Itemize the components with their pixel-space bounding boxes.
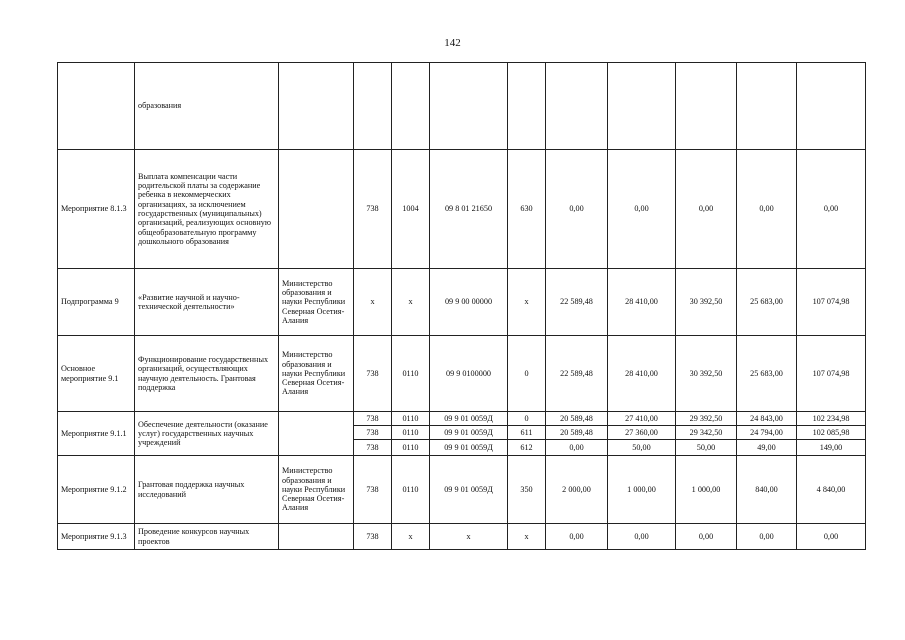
executor-cell <box>279 524 354 550</box>
year1-cell: 2 000,00 <box>546 456 608 524</box>
executor-cell <box>279 412 354 456</box>
csr-cell: х <box>430 524 508 550</box>
vr-cell <box>508 63 546 150</box>
executor-cell: Министерство образования и науки Республики Северная Осетия-Алания <box>279 336 354 412</box>
vr-cell: 350 <box>508 456 546 524</box>
year2-cell: 28 410,00 <box>608 336 676 412</box>
table-row <box>58 269 866 336</box>
year3-cell: 0,00 <box>676 524 737 550</box>
year2-cell: 50,00 <box>608 440 676 456</box>
csr-cell <box>430 63 508 150</box>
rzpr-cell: 1004 <box>392 150 430 269</box>
year4-cell: 840,00 <box>737 456 797 524</box>
status-cell: Основное мероприятие 9.1 <box>58 336 135 412</box>
grbs-cell: 738 <box>354 150 392 269</box>
name-cell: «Развитие научной и научно-технической деятельности» <box>135 269 279 336</box>
year3-cell <box>676 63 737 150</box>
year1-cell: 20 589,48 <box>546 426 608 440</box>
grbs-cell: 738 <box>354 524 392 550</box>
status-cell <box>58 63 135 150</box>
csr-cell: 09 9 01 0059Д <box>430 440 508 456</box>
executor-cell <box>279 63 354 150</box>
total-cell: 102 234,98 <box>797 412 866 426</box>
year1-cell: 0,00 <box>546 440 608 456</box>
rzpr-cell: х <box>392 524 430 550</box>
year3-cell: 30 392,50 <box>676 269 737 336</box>
grbs-cell: 738 <box>354 426 392 440</box>
year2-cell: 27 410,00 <box>608 412 676 426</box>
table-row <box>58 524 866 550</box>
vr-cell: х <box>508 524 546 550</box>
year1-cell: 22 589,48 <box>546 269 608 336</box>
table-row <box>58 150 866 269</box>
year3-cell: 50,00 <box>676 440 737 456</box>
csr-cell: 09 9 01 0059Д <box>430 426 508 440</box>
rzpr-cell: х <box>392 269 430 336</box>
total-cell: 0,00 <box>797 524 866 550</box>
year2-cell: 27 360,00 <box>608 426 676 440</box>
name-cell: Обеспечение деятельности (оказание услуг) государственных научных учреждений <box>135 412 279 456</box>
vr-cell: х <box>508 269 546 336</box>
year4-cell: 24 794,00 <box>737 426 797 440</box>
rzpr-cell: 0110 <box>392 440 430 456</box>
grbs-cell: 738 <box>354 412 392 426</box>
vr-cell: 0 <box>508 412 546 426</box>
csr-cell: 09 9 0100000 <box>430 336 508 412</box>
year4-cell: 49,00 <box>737 440 797 456</box>
executor-cell: Министерство образования и науки Республики Северная Осетия-Алания <box>279 269 354 336</box>
total-cell: 0,00 <box>797 150 866 269</box>
rzpr-cell: 0110 <box>392 426 430 440</box>
year1-cell: 22 589,48 <box>546 336 608 412</box>
total-cell: 4 840,00 <box>797 456 866 524</box>
grbs-cell: 738 <box>354 440 392 456</box>
csr-cell: 09 9 00 00000 <box>430 269 508 336</box>
page-number: 142 <box>444 37 461 49</box>
total-cell: 107 074,98 <box>797 336 866 412</box>
grbs-cell <box>354 63 392 150</box>
year1-cell: 0,00 <box>546 524 608 550</box>
grbs-cell: 738 <box>354 336 392 412</box>
year4-cell: 0,00 <box>737 524 797 550</box>
status-cell: Подпрограмма 9 <box>58 269 135 336</box>
name-cell: Выплата компенсации части родительской платы за содержание ребенка в некоммерческих организациях, за исключением государственных (муниципальных) организаций, реализующих основную общеобразовательную программу дошкольного образования <box>135 150 279 269</box>
vr-cell: 612 <box>508 440 546 456</box>
table-row <box>58 456 866 524</box>
year4-cell: 24 843,00 <box>737 412 797 426</box>
budget-table <box>57 62 866 550</box>
year3-cell: 0,00 <box>676 150 737 269</box>
vr-cell: 630 <box>508 150 546 269</box>
name-cell: Функционирование государственных организаций, осуществляющих научную деятельность. Грантовая поддержка <box>135 336 279 412</box>
vr-cell: 611 <box>508 426 546 440</box>
year4-cell: 25 683,00 <box>737 269 797 336</box>
rzpr-cell <box>392 63 430 150</box>
year4-cell: 25 683,00 <box>737 336 797 412</box>
year4-cell: 0,00 <box>737 150 797 269</box>
year4-cell <box>737 63 797 150</box>
table-row <box>58 412 866 426</box>
status-cell: Мероприятие 9.1.3 <box>58 524 135 550</box>
rzpr-cell: 0110 <box>392 456 430 524</box>
year1-cell: 0,00 <box>546 150 608 269</box>
year1-cell: 20 589,48 <box>546 412 608 426</box>
year2-cell: 0,00 <box>608 524 676 550</box>
year3-cell: 30 392,50 <box>676 336 737 412</box>
total-cell: 107 074,98 <box>797 269 866 336</box>
rzpr-cell: 0110 <box>392 336 430 412</box>
table-row <box>58 336 866 412</box>
grbs-cell: х <box>354 269 392 336</box>
vr-cell: 0 <box>508 336 546 412</box>
total-cell: 149,00 <box>797 440 866 456</box>
name-cell: образования <box>135 63 279 150</box>
total-cell <box>797 63 866 150</box>
grbs-cell: 738 <box>354 456 392 524</box>
year3-cell: 29 392,50 <box>676 412 737 426</box>
csr-cell: 09 9 01 0059Д <box>430 456 508 524</box>
year2-cell: 1 000,00 <box>608 456 676 524</box>
year3-cell: 1 000,00 <box>676 456 737 524</box>
rzpr-cell: 0110 <box>392 412 430 426</box>
year3-cell: 29 342,50 <box>676 426 737 440</box>
executor-cell: Министерство образования и науки Республики Северная Осетия-Алания <box>279 456 354 524</box>
executor-cell <box>279 150 354 269</box>
status-cell: Мероприятие 9.1.2 <box>58 456 135 524</box>
csr-cell: 09 8 01 21650 <box>430 150 508 269</box>
year2-cell <box>608 63 676 150</box>
status-cell: Мероприятие 9.1.1 <box>58 412 135 456</box>
status-cell: Мероприятие 8.1.3 <box>58 150 135 269</box>
year2-cell: 0,00 <box>608 150 676 269</box>
name-cell: Проведение конкурсов научных проектов <box>135 524 279 550</box>
table-row-continuation <box>58 63 866 150</box>
name-cell: Грантовая поддержка научных исследований <box>135 456 279 524</box>
total-cell: 102 085,98 <box>797 426 866 440</box>
year2-cell: 28 410,00 <box>608 269 676 336</box>
year1-cell <box>546 63 608 150</box>
csr-cell: 09 9 01 0059Д <box>430 412 508 426</box>
